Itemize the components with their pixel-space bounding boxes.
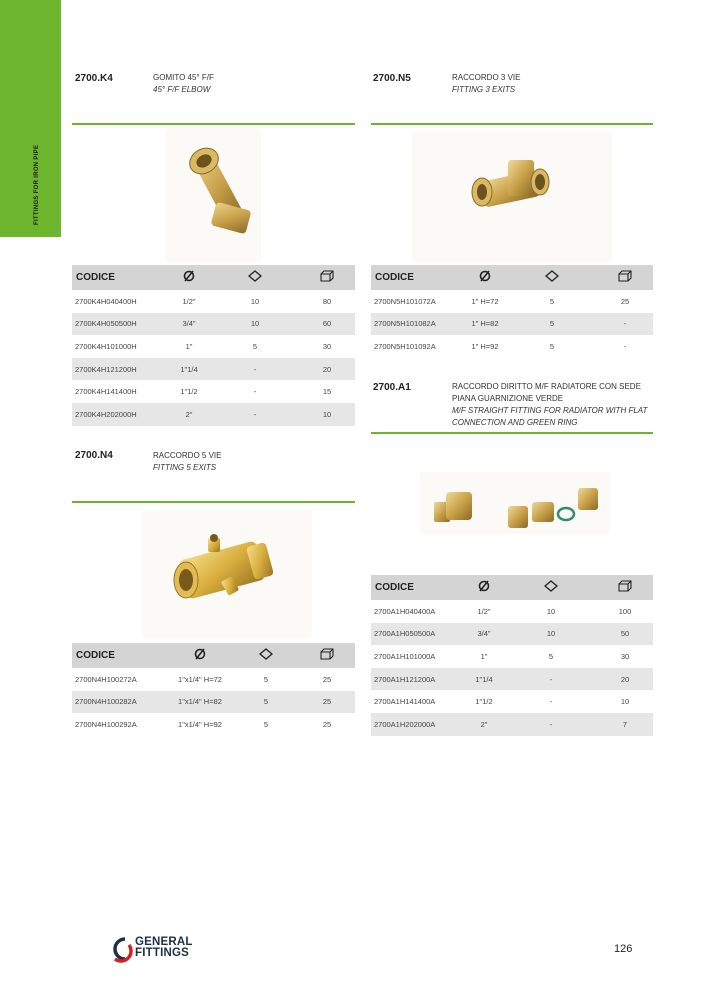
brand-name (135, 937, 193, 959)
cell: 2" (463, 713, 505, 736)
cell: 1/2" (477, 606, 491, 616)
cell: 2700K4H040400H (75, 296, 137, 306)
cell: 20 (299, 358, 355, 381)
divider-k4 (72, 123, 355, 125)
cell: 10 (299, 403, 355, 426)
desc-it-n5: RACCORDO 3 VIE (452, 73, 521, 82)
cell: - (211, 403, 299, 426)
table-row (371, 668, 653, 691)
cell: 1"x1/4" H=72 (178, 674, 222, 684)
cell: 1"x1/4" H=82 (167, 691, 233, 714)
cell: 1" H=92 (471, 341, 499, 351)
table-row (371, 290, 653, 313)
box-quantity-icon (299, 643, 355, 668)
brand-line-1: GENERAL (135, 936, 193, 948)
table-row (72, 313, 355, 336)
product-code-a1: 2700.A1 (373, 382, 411, 393)
cell: 2700A1H101000A (374, 651, 436, 661)
cell: 2700A1H141400A (374, 697, 436, 707)
cell: 5 (507, 313, 597, 336)
logo-mark-icon (107, 935, 133, 963)
product-photo-a1 (420, 472, 610, 534)
cell: 25 (620, 296, 630, 306)
wrench-size-icon (507, 265, 597, 290)
product-desc-n4 (153, 450, 221, 474)
cell: 100 (618, 606, 632, 616)
cell: 3/4" (463, 623, 505, 646)
cell: 2700N5H101092A (374, 341, 436, 351)
cell: 80 (322, 296, 332, 306)
table-row (72, 335, 355, 358)
desc-it-k4: GOMITO 45° F/F (153, 73, 214, 82)
cell: - (253, 387, 257, 397)
cell: 5 (263, 674, 269, 684)
cell: - (505, 668, 597, 691)
sidebar-tab (0, 0, 61, 237)
diameter-icon (463, 265, 507, 290)
cell: - (211, 358, 299, 381)
desc-it-a1-line1: RACCORDO DIRITTO M/F RADIATORE CON SEDE (452, 382, 641, 391)
brand-line-2: FITTINGS (135, 947, 189, 959)
product-code-n5: 2700.N5 (373, 73, 411, 84)
sidebar-label: FITTINGS FOR IRON PIPE (34, 144, 40, 225)
cell: 5 (549, 341, 555, 351)
box-quantity-icon (299, 265, 355, 290)
cell: 10 (250, 296, 260, 306)
desc-en-k4: 45° F/F ELBOW (153, 85, 211, 94)
cell: 3/4" (167, 313, 211, 336)
cell: 2700K4H141400H (75, 387, 137, 397)
cell: 5 (263, 719, 269, 729)
cell: 2700N5H101072A (374, 296, 436, 306)
table-row (371, 335, 653, 358)
cell: 25 (322, 719, 332, 729)
spec-table-n4 (72, 643, 355, 736)
cell: 1" H=82 (463, 313, 507, 336)
cell: 2700A1H040400A (374, 606, 436, 616)
cell: 1"1/4 (167, 358, 211, 381)
product-code-k4: 2700.K4 (75, 73, 113, 84)
box-quantity-icon (597, 265, 653, 290)
cell: 1"x1/4" H=92 (178, 719, 222, 729)
cell: 2700A1H050500A (371, 623, 463, 646)
cell: 1" (185, 341, 193, 351)
table-row (72, 713, 355, 736)
cell: 2700A1H202000A (371, 713, 463, 736)
desc-it-n4: RACCORDO 5 VIE (153, 451, 222, 460)
cell: 1"1/2 (475, 697, 493, 707)
cell: 10 (546, 606, 556, 616)
cell: 5 (549, 296, 555, 306)
cell: 1" (480, 651, 488, 661)
spec-table-a1 (371, 575, 653, 736)
divider-a1 (371, 432, 653, 434)
diameter-icon (167, 643, 233, 668)
table-row (72, 290, 355, 313)
product-desc-n5 (452, 72, 520, 96)
cell: 2700A1H121200A (371, 668, 463, 691)
cell: 15 (322, 387, 332, 397)
cell: 5 (252, 341, 258, 351)
table-header (72, 265, 355, 290)
diameter-icon (167, 265, 211, 290)
product-photo-n5 (412, 132, 612, 262)
cell: 7 (597, 713, 653, 736)
cell: 10 (505, 623, 597, 646)
cell: 2700N5H101082A (371, 313, 463, 336)
cell: 2700K4H202000H (72, 403, 167, 426)
cell: 20 (597, 668, 653, 691)
box-quantity-icon (597, 575, 653, 600)
header-codice: CODICE (371, 575, 463, 600)
cell: - (623, 341, 627, 351)
cell: 2700N4H100282A (72, 691, 167, 714)
header-codice: CODICE (72, 643, 167, 668)
divider-n4 (72, 501, 355, 503)
table-header (371, 265, 653, 290)
wrench-size-icon (505, 575, 597, 600)
desc-en-a1-line1: M/F STRAIGHT FITTING FOR RADIATOR WITH FLAT (452, 406, 648, 415)
table-header (371, 575, 653, 600)
cell: 5 (233, 691, 299, 714)
product-desc-a1 (452, 381, 647, 429)
table-row (371, 313, 653, 336)
cell: - (597, 313, 653, 336)
cell: 2700N4H100272A (75, 674, 137, 684)
cell: 30 (322, 341, 332, 351)
cell: 60 (299, 313, 355, 336)
wrench-size-icon (233, 643, 299, 668)
desc-en-n5: FITTING 3 EXITS (452, 85, 516, 94)
table-row (371, 645, 653, 668)
cell: 2700K4H050500H (72, 313, 167, 336)
cell: 25 (322, 674, 332, 684)
header-codice: CODICE (371, 265, 463, 290)
cell: 25 (299, 691, 355, 714)
product-desc-k4 (153, 72, 214, 96)
product-photo-k4 (165, 128, 261, 262)
table-row (72, 403, 355, 426)
desc-en-n4: FITTING 5 EXITS (153, 463, 217, 472)
page-number: 126 (614, 943, 633, 955)
table-row (371, 713, 653, 736)
cell: - (549, 697, 553, 707)
table-header (72, 643, 355, 668)
product-code-n4: 2700.N4 (75, 450, 113, 461)
wrench-size-icon (211, 265, 299, 290)
cell: 2700K4H121200H (72, 358, 167, 381)
table-row (371, 600, 653, 623)
cell: 2700K4H101000H (75, 341, 137, 351)
desc-en-a1-line2: CONNECTION AND GREEN RING (452, 418, 578, 427)
table-row (72, 668, 355, 691)
cell: 10 (620, 697, 630, 707)
table-row (371, 690, 653, 713)
spec-table-k4 (72, 265, 355, 426)
table-row (72, 380, 355, 403)
header-codice: CODICE (72, 265, 167, 290)
cell: 2700N4H100292A (75, 719, 137, 729)
cell: 1/2" (182, 296, 196, 306)
cell: 5 (548, 651, 554, 661)
cell: 2" (167, 403, 211, 426)
cell: 1" H=72 (471, 296, 499, 306)
cell: 10 (211, 313, 299, 336)
table-row (72, 358, 355, 381)
cell: 1"1/2 (180, 387, 198, 397)
cell: 30 (620, 651, 630, 661)
divider-n5 (371, 123, 653, 125)
desc-it-a1-line2: PIANA GUARNIZIONE VERDE (452, 394, 564, 403)
product-photo-n4 (142, 510, 312, 638)
cell: - (505, 713, 597, 736)
brand-logo (107, 935, 193, 968)
cell: 50 (597, 623, 653, 646)
cell: 1"1/4 (463, 668, 505, 691)
table-row (72, 691, 355, 714)
spec-table-n5 (371, 265, 653, 358)
table-row (371, 623, 653, 646)
diameter-icon (463, 575, 505, 600)
